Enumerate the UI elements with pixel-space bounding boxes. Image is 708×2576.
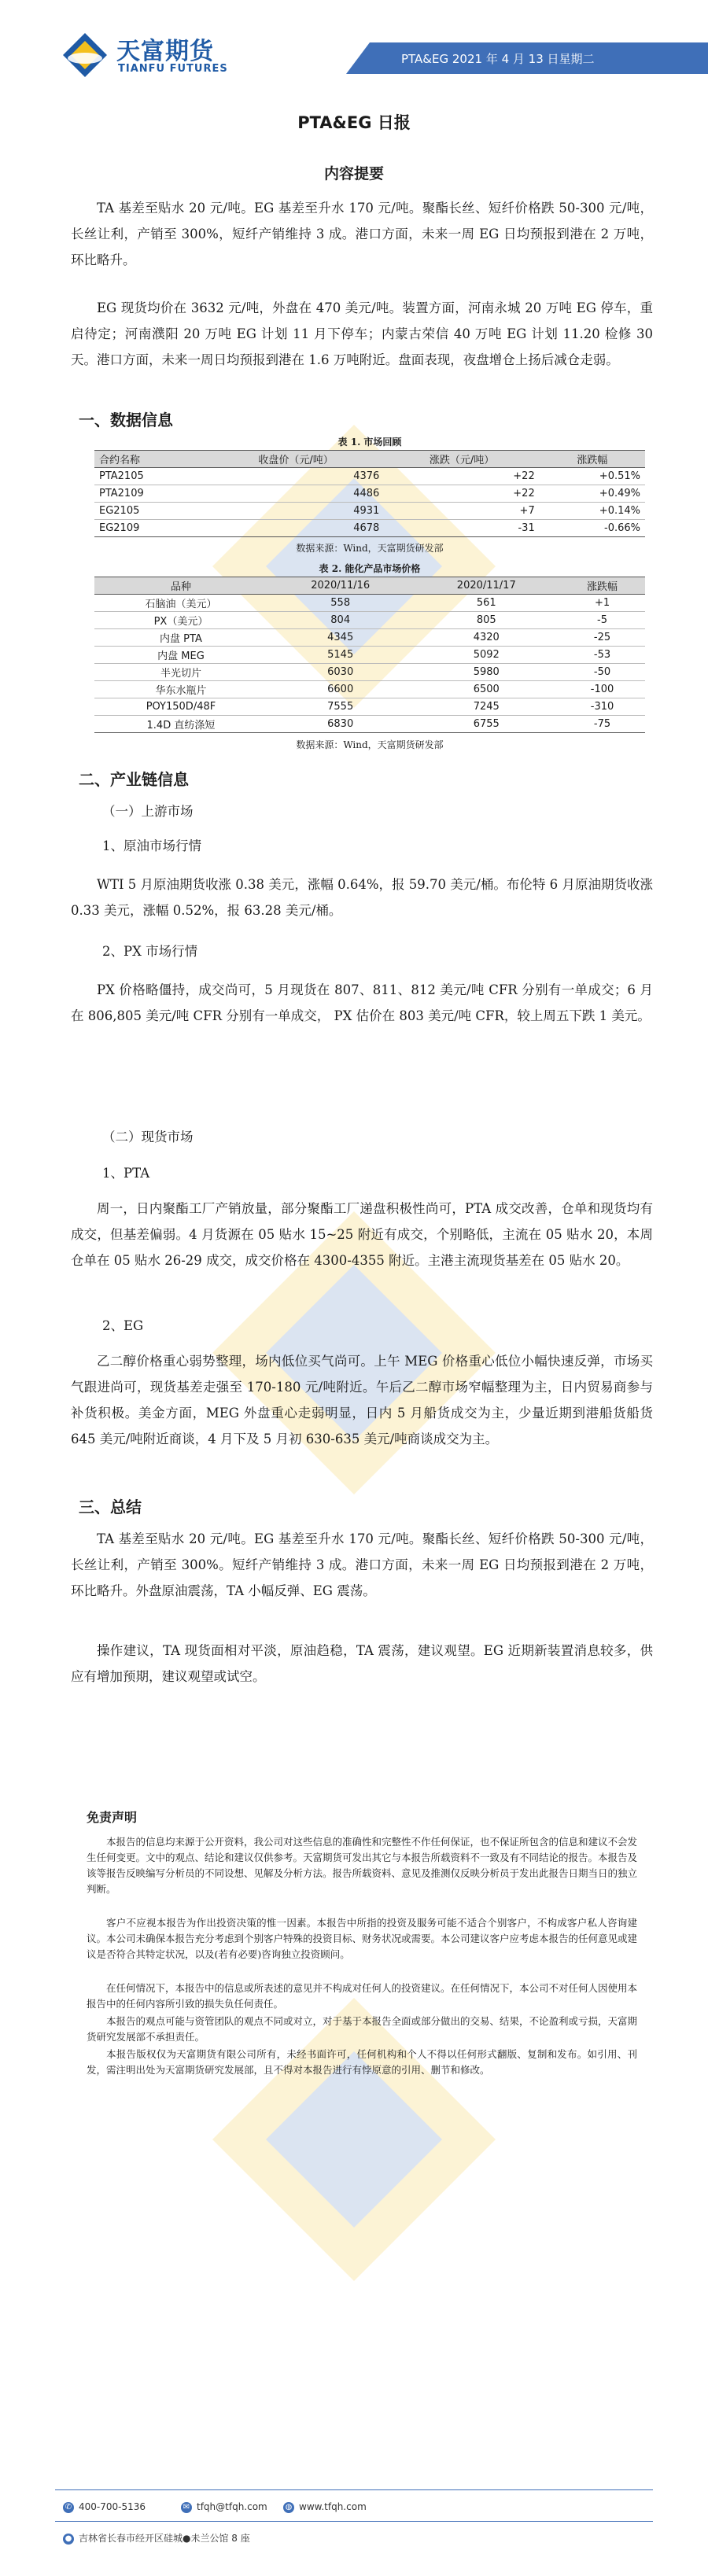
email-icon: ✉ [181, 2502, 192, 2513]
table-header: 涨跌（元/吨） [384, 451, 539, 468]
table-cell: 6755 [413, 716, 559, 733]
table-cell: 6830 [267, 716, 414, 733]
item-px-market: 2、PX 市场行情 [102, 944, 198, 959]
disclaimer-paragraph: 本报告版权仅为天富期货有限公司所有，未经书面许可，任何机构和个人不得以任何形式翻版、复制和发布。如引用、刊发，需注明出处为天富期货研究发展部，且不得对本报告进行有悖原意的引用、删节和修改。 [87, 2048, 637, 2076]
table-cell: 4678 [208, 520, 385, 537]
table-row [94, 612, 645, 629]
table-cell: 561 [413, 595, 559, 612]
table-cell: 804 [267, 612, 414, 629]
table2-caption: 表 2. 能化产品市场价格 [319, 563, 421, 574]
summary-title: 内容提要 [323, 165, 384, 182]
footer-divider [55, 2489, 653, 2490]
market-review-table [94, 450, 645, 537]
table-header: 2020/11/16 [267, 577, 414, 595]
eg-paragraph: 乙二醇价格重心弱势整理，场内低位买气尚可。上午 MEG 价格重心低位小幅快速反弹，市场买气跟进尚可，现货基差走强至 170-180 元/吨附近。午后乙二醇市场窄幅整理为主，日内贸易商参与补货积极。美金方面，MEG 外盘重心走弱明显，日内 5 月船货成交为主，少量近期到港船货船货 645 美元/吨附近商谈，4 月下及 5 月初 630-635 美元/吨商谈成交为主。 [71, 1354, 653, 1446]
table-cell: 6030 [267, 664, 414, 681]
table-cell: PTA2109 [94, 485, 208, 503]
disclaimer-paragraph: 本报告的观点可能与资管团队的观点不同或对立，对于基于本报告全面或部分做出的交易、结果，不论盈利或亏损，天富期货研究发展部不承担责任。 [87, 2015, 638, 2043]
footer-website[interactable] [283, 2501, 367, 2513]
item-eg: 2、EG [102, 1318, 144, 1333]
table-row [94, 595, 645, 612]
footer-divider [55, 2521, 653, 2522]
footer-address [63, 2531, 250, 2545]
disclaimer-paragraph: 在任何情况下，本报告中的信息或所表述的意见并不构成对任何人的投资建议。在任何情况下，本公司不对任何人因使用本报告中的任何内容所引致的损失负任何责任。 [87, 1982, 638, 2010]
table-header: 品种 [94, 577, 267, 595]
table-row [94, 629, 645, 647]
table-row [94, 647, 645, 664]
globe-icon: ◍ [283, 2502, 294, 2513]
table1-source: 数据来源：Wind，天富期货研发部 [296, 543, 444, 554]
table-row [94, 716, 645, 733]
table-cell: PX（美元） [94, 612, 267, 629]
table-cell: +0.49% [540, 485, 645, 503]
logo-english-name: TIANFU FUTURES [118, 63, 228, 75]
section-industry-title: 二、产业链信息 [79, 770, 189, 789]
table-cell: POY150D/48F [94, 698, 267, 716]
table-row [94, 664, 645, 681]
table-row [94, 468, 645, 485]
logo-chinese-name: 天富期货 [116, 38, 214, 65]
table-cell: 7555 [267, 698, 414, 716]
summary-paragraph-2: EG 现货均价在 3632 元/吨，外盘在 470 美元/吨。装置方面，河南永城 20 万吨 EG 停车，重启待定；河南濮阳 20 万吨 EG 计划 11 月下停车；内蒙古荣信 40 万吨 EG 计划 11.20 检修 30 天。港口方面，未来一周日均预报到港在 1.6 万吨附近。盘面表现，夜盘增仓上扬后减仓走弱。 [71, 300, 653, 367]
address-text: 吉林省长春市经开区硅城●未兰公馆 8 座 [79, 2533, 250, 2544]
table-cell: 5092 [413, 647, 559, 664]
email-address[interactable]: tfqh@tfqh.com [197, 2501, 267, 2512]
phone-icon: ✆ [63, 2502, 74, 2513]
table-cell: 5145 [267, 647, 414, 664]
table-cell: +0.14% [540, 503, 645, 520]
table-header: 合约名称 [94, 451, 208, 468]
table-cell: -310 [559, 698, 645, 716]
table-cell: EG2109 [94, 520, 208, 537]
location-pin-icon: ● [63, 2534, 74, 2545]
table-cell: +0.51% [540, 468, 645, 485]
footer-email[interactable] [181, 2501, 267, 2513]
table-row [94, 503, 645, 520]
table-cell: -31 [384, 520, 539, 537]
table-row [94, 520, 645, 537]
page-header [0, 0, 708, 102]
table-cell: 6500 [413, 681, 559, 698]
table-cell: 内盘 MEG [94, 647, 267, 664]
oil-paragraph: WTI 5 月原油期货收涨 0.38 美元，涨幅 0.64%，报 59.70 美元/桶。布伦特 6 月原油期货收涨 0.33 美元，涨幅 0.52%，报 63.28 美元/桶。 [71, 877, 653, 918]
chemical-prices-table [94, 577, 645, 733]
table-header: 2020/11/17 [413, 577, 559, 595]
table-header: 收盘价（元/吨） [208, 451, 385, 468]
report-title: PTA&EG 日报 [297, 113, 411, 132]
table-cell: 6600 [267, 681, 414, 698]
table-cell: -53 [559, 647, 645, 664]
disclaimer-title: 免责声明 [87, 1810, 138, 1825]
table-cell: 805 [413, 612, 559, 629]
table-header: 涨跌幅 [559, 577, 645, 595]
table-cell: -5 [559, 612, 645, 629]
table-cell: 石脑油（美元） [94, 595, 267, 612]
banner-tip [346, 42, 370, 74]
table-cell: +1 [559, 595, 645, 612]
banner-date-text: PTA&EG 2021 年 4 月 13 日星期二 [401, 52, 595, 66]
table-cell: 7245 [413, 698, 559, 716]
px-paragraph: PX 价格略僵持，成交尚可，5 月现货在 807、811、812 美元/吨 CFR 分别有一单成交；6 月在 806,805 美元/吨 CFR 分别有一单成交， PX 估价在 803 美元/吨 CFR，较上周五下跌 1 美元。 [71, 982, 653, 1023]
table-row [94, 681, 645, 698]
item-oil-market: 1、原油市场行情 [102, 838, 201, 853]
table-row [94, 485, 645, 503]
table-cell: +22 [384, 468, 539, 485]
subsection-spot: （二）现货市场 [102, 1130, 194, 1144]
table-cell: EG2105 [94, 503, 208, 520]
summary-paragraph-1: TA 基差至贴水 20 元/吨。EG 基差至升水 170 元/吨。聚酯长丝、短纤价格跌 50-300 元/吨，长丝让利，产销至 300%，短纤产销维持 3 成。港口方面，未来一周 EG 日均预报到港在 2 万吨，环比略升。 [71, 201, 653, 267]
table-cell: -75 [559, 716, 645, 733]
table2-source: 数据来源：Wind，天富期货研发部 [296, 739, 444, 750]
item-pta: 1、PTA [102, 1166, 150, 1181]
table-cell: 4376 [208, 468, 385, 485]
table1-caption: 表 1. 市场回顾 [337, 437, 402, 448]
tianfu-logo-icon [61, 31, 109, 79]
table-cell: 4320 [413, 629, 559, 647]
table-cell: 4345 [267, 629, 414, 647]
table-cell: -100 [559, 681, 645, 698]
table-row [94, 698, 645, 716]
conclusion-paragraph-2: 操作建议，TA 现货面相对平淡，原油趋稳，TA 震荡，建议观望。EG 近期新装置消息较多，供应有增加预期，建议观望或试空。 [71, 1643, 653, 1684]
section-summary-title: 三、总结 [79, 1498, 142, 1516]
table-cell: 内盘 PTA [94, 629, 267, 647]
table-cell: -50 [559, 664, 645, 681]
table-cell: 558 [267, 595, 414, 612]
disclaimer-paragraph: 客户不应视本报告为作出投资决策的惟一因素。本报告中所指的投资及服务可能不适合个别客户，不构成客户私人咨询建议。本公司未确保本报告充分考虑到个别客户特殊的投资目标、财务状况或需要。本公司建议客户应考虑本报告的任何意见或建议是否符合其特定状况，以及(若有必要)咨询独立投资顾问。 [87, 1917, 638, 1960]
table-cell: -25 [559, 629, 645, 647]
table-cell: 半光切片 [94, 664, 267, 681]
table-cell: 1.4D 直纺涤短 [94, 716, 267, 733]
phone-number: 400-700-5136 [79, 2501, 146, 2512]
table-cell: 5980 [413, 664, 559, 681]
table-cell: 4931 [208, 503, 385, 520]
table-cell: 4486 [208, 485, 385, 503]
disclaimer-paragraph: 本报告的信息均来源于公开资料，我公司对这些信息的准确性和完整性不作任何保证，也不保证所包含的信息和建议不会发生任何变更。文中的观点、结论和建议仅供参考。天富期货可发出其它与本报告所载资料不一致及有不同结论的报告。本报告及该等报告反映编写分析员的不同设想、见解及分析方法。报告所载资料、意见及推测仅反映分析员于发出此报告日期当日的独立判断。 [87, 1836, 638, 1895]
subsection-upstream: （一）上游市场 [102, 804, 194, 819]
table-cell: PTA2105 [94, 468, 208, 485]
footer-phone [63, 2501, 146, 2513]
table-cell: 华东水瓶片 [94, 681, 267, 698]
table-cell: +7 [384, 503, 539, 520]
section-data-title: 一、数据信息 [79, 411, 173, 429]
table-cell: +22 [384, 485, 539, 503]
table-header: 涨跌幅 [540, 451, 645, 468]
website-link[interactable]: www.tfqh.com [299, 2501, 367, 2512]
conclusion-paragraph-1: TA 基差至贴水 20 元/吨。EG 基差至升水 170 元/吨。聚酯长丝、短纤价格跌 50-300 元/吨，长丝让利，产销至 300%。短纤产销维持 3 成。港口方面，未来一周 EG 日均预报到港在 2 万吨，环比略升。外盘原油震荡，TA 小幅反弹、EG 震荡。 [71, 1531, 653, 1598]
pta-paragraph: 周一，日内聚酯工厂产销放量，部分聚酯工厂递盘积极性尚可，PTA 成交改善，仓单和现货均有成交，但基差偏弱。4 月货源在 05 贴水 15~25 附近有成交，个别略低，主流在 05 贴水 20，本周仓单在 05 贴水 26-29 成交，成交价格在 4300-4355 附近。主港主流现货基差在 05 贴水 20。 [71, 1201, 653, 1268]
table-cell: -0.66% [540, 520, 645, 537]
